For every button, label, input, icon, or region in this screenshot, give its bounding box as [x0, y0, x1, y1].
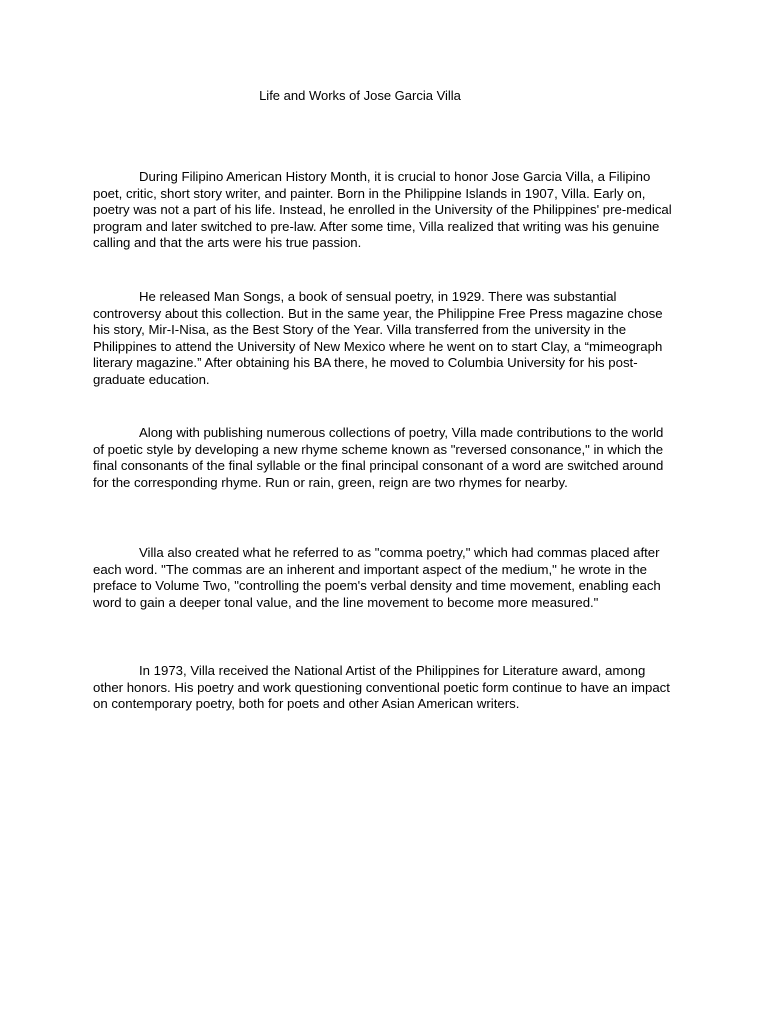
paragraph-3: Along with publishing numerous collections of poetry, Villa made contributions to the world of poetic style by developing a new rhyme scheme known as "reversed consonance," in which the final consonants of the final syllable or the final principal consonant of a word are switched around for the corresponding rhyme. Run or rain, green, reign are two rhymes for nearby.: [93, 425, 664, 490]
document-title: Life and Works of Jose Garcia Villa: [259, 88, 461, 103]
paragraph-5: In 1973, Villa received the National Artist of the Philippines for Literature award, among other honors. His poetry and work questioning conventional poetic form continue to have an impact on contemporary poetry, both for poets and other Asian American writers.: [93, 663, 670, 711]
paragraph-2: He released Man Songs, a book of sensual poetry, in 1929. There was substantial controversy about this collection. But in the same year, the Philippine Free Press magazine chose his story, Mir-I-Nisa, as the Best Story of the Year. Villa transferred from the university in the Philippines to attend the University of New Mexico where he went on to start Clay, a “mimeograph literary magazine.” After obtaining his BA there, he moved to Columbia University for his post-graduate education.: [93, 289, 663, 387]
paragraph-4: Villa also created what he referred to as "comma poetry," which had commas placed after each word. "The commas are an inherent and important aspect of the medium," he wrote in the preface to Volume Two, "controlling the poem's verbal density and time movement, enabling each word to gain a deeper tonal value, and the line movement to become more measured.": [93, 545, 661, 610]
paragraph-1: During Filipino American History Month, it is crucial to honor Jose Garcia Villa, a Filipino poet, critic, short story writer, and painter. Born in the Philippine Islands in 1907, Villa. Early on, poetry was not a part of his life. Instead, he enrolled in the University of the Philippines' pre-medical program and later switched to pre-law. After some time, Villa realized that writing was his genuine calling and that the arts were his true passion.: [93, 169, 672, 250]
